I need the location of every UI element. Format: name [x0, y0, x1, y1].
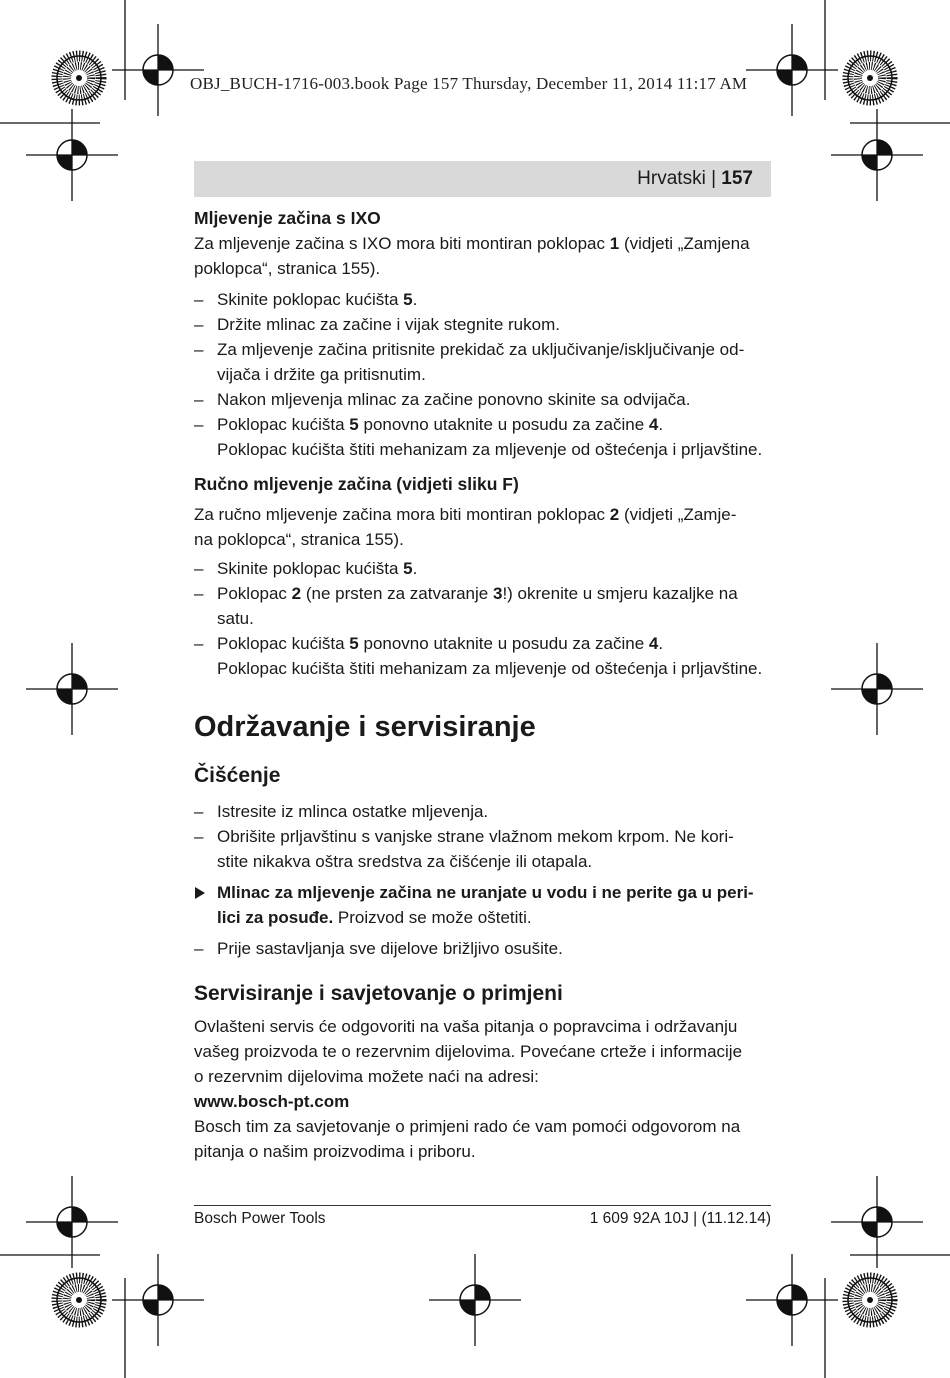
footer-doc-code: 1 609 92A 10J | (11.12.14) [589, 1210, 771, 1227]
ixo-step-4: – Nakon mljevenja mlinac za začine ponovno skinite sa odvijača. [194, 387, 771, 412]
wheel-mark-bottom-left [57, 1278, 101, 1322]
manual-intro-cont: na poklopca“, stranica 155). [194, 530, 404, 549]
header-language: Hrvatski [637, 168, 706, 189]
maintenance-heading: Održavanje i servisiranje [194, 711, 536, 743]
page-header [194, 161, 771, 197]
manual-step-3: – Poklopac kućišta 5 ponovno utaknite u posudu za začine 4. Poklopac kućišta štiti mehanizam za mljevenje od oštećenja i prljavštine. [194, 631, 771, 681]
manual-intro: Za ručno mljevenje začina mora biti montiran poklopac 2 (vidjeti „Zamje- [194, 505, 737, 524]
ixo-step-5: – Poklopac kućišta 5 ponovno utaknite u posudu za začine 4. Poklopac kućišta štiti mehanizam za mljevenje od oštećenja i prljavštine. [194, 412, 771, 462]
header-label [637, 168, 753, 190]
service-heading: Servisiranje i savjetovanje o primjeni [194, 982, 563, 1005]
ixo-intro: Za mljevenje začina s IXO mora biti montiran poklopac 1 (vidjeti „Zamjena [194, 234, 750, 253]
service-para-line-4: Bosch tim za savjetovanje o primjeni rado će vam pomoći odgovorom na [194, 1117, 741, 1136]
ixo-step-1: – Skinite poklopac kućišta 5. [194, 287, 771, 312]
cleaning-warning: Mlinac za mljevenje začina ne uranjate u vodu i ne perite ga u peri- lici za posuđe. Proizvod se može oštetiti. [194, 880, 771, 930]
ixo-intro-cont: poklopca“, stranica 155). [194, 259, 381, 278]
ixo-step-3: – Za mljevenje začina pritisnite prekidač za uključivanje/isključivanje od- vijača i držite ga pritisnutim. [194, 337, 771, 387]
service-para-line-1: Ovlašteni servis će odgovoriti na vaša pitanja o popravcima i održavanju [194, 1017, 738, 1036]
wheel-mark-bottom-right [848, 1278, 892, 1322]
service-para-line-5: pitanja o našim proizvodima i priboru. [194, 1142, 476, 1161]
manual-heading: Ručno mljevenje začina (vidjeti sliku F) [194, 474, 519, 494]
footer-brand: Bosch Power Tools [194, 1210, 326, 1227]
manual-step-1: – Skinite poklopac kućišta 5. [194, 556, 771, 581]
page-number: 157 [721, 168, 753, 189]
ixo-step-2: – Držite mlinac za začine i vijak stegnite rukom. [194, 312, 771, 337]
wheel-mark-top-left [57, 56, 101, 100]
cleaning-heading: Čišćenje [194, 764, 281, 787]
cleaning-step-2: – Obrišite prljavštinu s vanjske strane vlažnom mekom krpom. Ne kori- stite nikakva oštra sredstva za čišćenje ili otapala. [194, 824, 771, 874]
footer-divider [194, 1205, 771, 1206]
wheel-mark-top-right [848, 56, 892, 100]
cleaning-step-3: – Prije sastavljanja sve dijelove brižljivo osušite. [194, 936, 771, 961]
header-divider: | [711, 168, 722, 189]
manual-step-2: – Poklopac 2 (ne prsten za zatvaranje 3!) okrenite u smjeru kazaljke na satu. [194, 581, 771, 631]
cleaning-step-1: – Istresite iz mlinca ostatke mljevenja. [194, 799, 771, 824]
ixo-heading: Mljevenje začina s IXO [194, 208, 381, 228]
service-para-line-3: o rezervnim dijelovima možete naći na adresi: [194, 1067, 539, 1086]
service-url-link[interactable]: www.bosch-pt.com [194, 1092, 350, 1111]
service-para-line-2: vašeg proizvoda te o rezervnim dijelovima. Povećane crteže i informacije [194, 1042, 743, 1061]
print-info: OBJ_BUCH-1716-003.book Page 157 Thursday, December 11, 2014 11:17 AM [190, 74, 748, 93]
page-content [194, 206, 771, 1164]
warning-triangle-icon [195, 887, 205, 899]
